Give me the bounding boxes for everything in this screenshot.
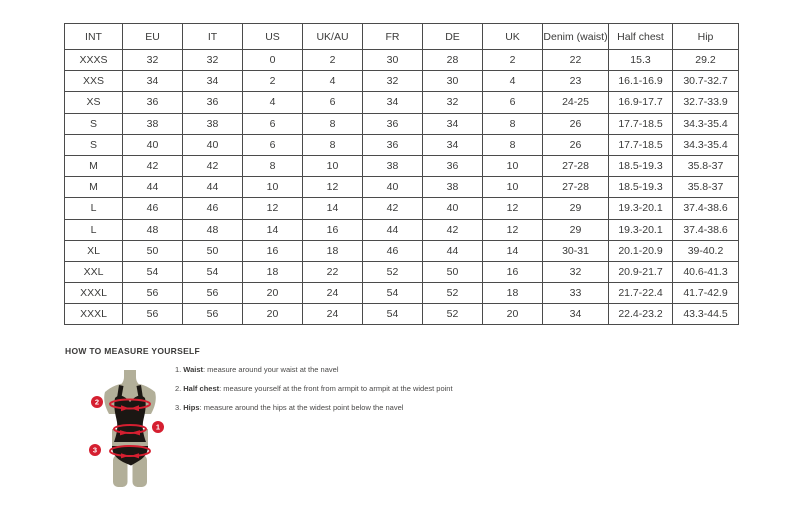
size-value-cell: 48: [123, 219, 183, 240]
column-header: DE: [423, 24, 483, 50]
size-value-cell: 4: [483, 71, 543, 92]
size-value-cell: 30: [363, 50, 423, 71]
size-value-cell: 12: [483, 198, 543, 219]
column-header: FR: [363, 24, 423, 50]
step-text: : measure around the hips at the widest point below the navel: [199, 403, 404, 412]
hips-badge-number: 3: [92, 445, 98, 455]
size-value-cell: 17.7-18.5: [609, 134, 673, 155]
size-value-cell: 20.1-20.9: [609, 240, 673, 261]
size-value-cell: 19.3-20.1: [609, 198, 673, 219]
size-value-cell: 30-31: [543, 240, 609, 261]
size-value-cell: 16: [243, 240, 303, 261]
size-value-cell: 12: [243, 198, 303, 219]
size-value-cell: 36: [363, 113, 423, 134]
size-value-cell: 56: [183, 283, 243, 304]
size-label-cell: XXXS: [65, 50, 123, 71]
size-value-cell: 10: [483, 155, 543, 176]
column-header: INT: [65, 24, 123, 50]
size-value-cell: 34: [183, 71, 243, 92]
table-row: [65, 155, 739, 176]
size-value-cell: 18: [243, 261, 303, 282]
size-value-cell: 37.4-38.6: [673, 198, 739, 219]
size-value-cell: 18.5-19.3: [609, 177, 673, 198]
size-value-cell: 4: [303, 71, 363, 92]
size-value-cell: 6: [483, 92, 543, 113]
measurement-steps: [175, 366, 453, 423]
size-value-cell: 14: [483, 240, 543, 261]
table-row: [65, 50, 739, 71]
size-value-cell: 24: [303, 283, 363, 304]
size-value-cell: 4: [243, 92, 303, 113]
size-value-cell: 30.7-32.7: [673, 71, 739, 92]
size-value-cell: 22: [543, 50, 609, 71]
step-label: Waist: [183, 365, 203, 374]
size-value-cell: 54: [363, 283, 423, 304]
size-value-cell: 8: [483, 134, 543, 155]
size-value-cell: 10: [303, 155, 363, 176]
badge-hips: [89, 444, 101, 456]
size-value-cell: 50: [423, 261, 483, 282]
size-value-cell: 38: [183, 113, 243, 134]
size-value-cell: 32: [183, 50, 243, 71]
size-value-cell: 44: [363, 219, 423, 240]
how-to-measure-heading: HOW TO MEASURE YOURSELF: [65, 346, 201, 356]
size-value-cell: 8: [303, 134, 363, 155]
size-value-cell: 35.8-37: [673, 155, 739, 176]
measurement-step: [175, 404, 453, 412]
size-value-cell: 38: [423, 177, 483, 198]
size-value-cell: 20: [243, 304, 303, 325]
size-label-cell: XXL: [65, 261, 123, 282]
size-value-cell: 10: [243, 177, 303, 198]
size-label-cell: M: [65, 155, 123, 176]
size-value-cell: 40: [123, 134, 183, 155]
step-number: 1.: [175, 365, 182, 374]
size-value-cell: 46: [123, 198, 183, 219]
size-value-cell: 32: [543, 261, 609, 282]
size-value-cell: 50: [123, 240, 183, 261]
size-value-cell: 43.3-44.5: [673, 304, 739, 325]
badge-chest: [91, 396, 103, 408]
size-value-cell: 34: [423, 113, 483, 134]
measurement-step: [175, 366, 453, 374]
size-value-cell: 8: [483, 113, 543, 134]
size-value-cell: 22.4-23.2: [609, 304, 673, 325]
size-value-cell: 14: [243, 219, 303, 240]
column-header: US: [243, 24, 303, 50]
table-row: [65, 283, 739, 304]
size-value-cell: 52: [423, 283, 483, 304]
size-value-cell: 2: [243, 71, 303, 92]
size-value-cell: 12: [483, 219, 543, 240]
column-header: Hip: [673, 24, 739, 50]
size-value-cell: 39-40.2: [673, 240, 739, 261]
size-value-cell: 17.7-18.5: [609, 113, 673, 134]
table-row: [65, 198, 739, 219]
size-value-cell: 29.2: [673, 50, 739, 71]
size-value-cell: 18: [303, 240, 363, 261]
size-value-cell: 44: [423, 240, 483, 261]
table-header-row: [65, 24, 739, 50]
size-value-cell: 34: [423, 134, 483, 155]
table-row: [65, 71, 739, 92]
size-value-cell: 18: [483, 283, 543, 304]
size-value-cell: 36: [363, 134, 423, 155]
size-value-cell: 20: [243, 283, 303, 304]
size-value-cell: 54: [123, 261, 183, 282]
size-value-cell: 44: [183, 177, 243, 198]
size-value-cell: 52: [423, 304, 483, 325]
measurement-figure: [79, 367, 181, 491]
size-value-cell: 36: [123, 92, 183, 113]
size-value-cell: 56: [183, 304, 243, 325]
size-value-cell: 23: [543, 71, 609, 92]
size-label-cell: L: [65, 198, 123, 219]
size-label-cell: XXS: [65, 71, 123, 92]
measurement-step: [175, 385, 453, 393]
size-value-cell: 54: [183, 261, 243, 282]
size-value-cell: 40: [363, 177, 423, 198]
column-header: Denim (waist): [543, 24, 609, 50]
size-value-cell: 46: [363, 240, 423, 261]
chest-badge-number: 2: [94, 397, 100, 407]
size-value-cell: 48: [183, 219, 243, 240]
size-value-cell: 24-25: [543, 92, 609, 113]
size-value-cell: 32.7-33.9: [673, 92, 739, 113]
size-value-cell: 42: [423, 219, 483, 240]
size-value-cell: 40.6-41.3: [673, 261, 739, 282]
size-value-cell: 34.3-35.4: [673, 134, 739, 155]
size-value-cell: 0: [243, 50, 303, 71]
size-value-cell: 26: [543, 113, 609, 134]
column-header: UK: [483, 24, 543, 50]
size-value-cell: 44: [123, 177, 183, 198]
size-value-cell: 29: [543, 219, 609, 240]
size-value-cell: 40: [423, 198, 483, 219]
table-row: [65, 134, 739, 155]
size-value-cell: 40: [183, 134, 243, 155]
size-value-cell: 32: [423, 92, 483, 113]
size-value-cell: 21.7-22.4: [609, 283, 673, 304]
size-value-cell: 46: [183, 198, 243, 219]
size-value-cell: 6: [303, 92, 363, 113]
size-value-cell: 38: [363, 155, 423, 176]
size-value-cell: 56: [123, 283, 183, 304]
size-label-cell: XL: [65, 240, 123, 261]
size-value-cell: 34.3-35.4: [673, 113, 739, 134]
size-value-cell: 34: [123, 71, 183, 92]
size-value-cell: 29: [543, 198, 609, 219]
size-value-cell: 32: [363, 71, 423, 92]
column-header: UK/AU: [303, 24, 363, 50]
size-value-cell: 36: [183, 92, 243, 113]
size-value-cell: 14: [303, 198, 363, 219]
size-value-cell: 2: [483, 50, 543, 71]
table-row: [65, 304, 739, 325]
size-value-cell: 32: [123, 50, 183, 71]
size-value-cell: 6: [243, 113, 303, 134]
size-value-cell: 19.3-20.1: [609, 219, 673, 240]
column-header: EU: [123, 24, 183, 50]
size-value-cell: 16: [303, 219, 363, 240]
size-value-cell: 12: [303, 177, 363, 198]
size-value-cell: 50: [183, 240, 243, 261]
size-value-cell: 38: [123, 113, 183, 134]
size-value-cell: 42: [123, 155, 183, 176]
badge-waist: [152, 421, 164, 433]
size-value-cell: 27-28: [543, 155, 609, 176]
step-label: Half chest: [183, 384, 220, 393]
size-value-cell: 10: [483, 177, 543, 198]
size-value-cell: 20: [483, 304, 543, 325]
size-label-cell: M: [65, 177, 123, 198]
step-label: Hips: [183, 403, 200, 412]
size-value-cell: 41.7-42.9: [673, 283, 739, 304]
size-value-cell: 24: [303, 304, 363, 325]
size-value-cell: 8: [243, 155, 303, 176]
size-label-cell: S: [65, 134, 123, 155]
size-value-cell: 36: [423, 155, 483, 176]
column-header: Half chest: [609, 24, 673, 50]
table-row: [65, 240, 739, 261]
size-value-cell: 34: [543, 304, 609, 325]
size-value-cell: 15.3: [609, 50, 673, 71]
size-value-cell: 52: [363, 261, 423, 282]
size-value-cell: 8: [303, 113, 363, 134]
size-value-cell: 30: [423, 71, 483, 92]
table-row: [65, 177, 739, 198]
size-value-cell: 42: [363, 198, 423, 219]
size-value-cell: 6: [243, 134, 303, 155]
size-value-cell: 56: [123, 304, 183, 325]
column-header: IT: [183, 24, 243, 50]
size-label-cell: S: [65, 113, 123, 134]
size-label-cell: XS: [65, 92, 123, 113]
size-chart-table: [64, 23, 739, 325]
size-label-cell: L: [65, 219, 123, 240]
body-measurement-illustration: [79, 367, 181, 491]
size-value-cell: 37.4-38.6: [673, 219, 739, 240]
size-value-cell: 27-28: [543, 177, 609, 198]
waist-badge-number: 1: [155, 422, 161, 432]
size-value-cell: 26: [543, 134, 609, 155]
size-value-cell: 35.8-37: [673, 177, 739, 198]
size-value-cell: 20.9-21.7: [609, 261, 673, 282]
step-number: 2.: [175, 384, 182, 393]
size-label-cell: XXXL: [65, 304, 123, 325]
size-value-cell: 16.9-17.7: [609, 92, 673, 113]
size-value-cell: 33: [543, 283, 609, 304]
table-row: [65, 113, 739, 134]
size-value-cell: 34: [363, 92, 423, 113]
size-value-cell: 54: [363, 304, 423, 325]
size-value-cell: 16: [483, 261, 543, 282]
table-row: [65, 92, 739, 113]
step-number: 3.: [175, 403, 182, 412]
table-row: [65, 219, 739, 240]
size-value-cell: 22: [303, 261, 363, 282]
size-value-cell: 16.1-16.9: [609, 71, 673, 92]
size-label-cell: XXXL: [65, 283, 123, 304]
size-value-cell: 42: [183, 155, 243, 176]
size-value-cell: 18.5-19.3: [609, 155, 673, 176]
step-text: : measure yourself at the front from armpit to armpit at the widest point: [219, 384, 453, 393]
table-row: [65, 261, 739, 282]
step-text: : measure around your waist at the navel: [203, 365, 339, 374]
size-value-cell: 28: [423, 50, 483, 71]
size-value-cell: 2: [303, 50, 363, 71]
